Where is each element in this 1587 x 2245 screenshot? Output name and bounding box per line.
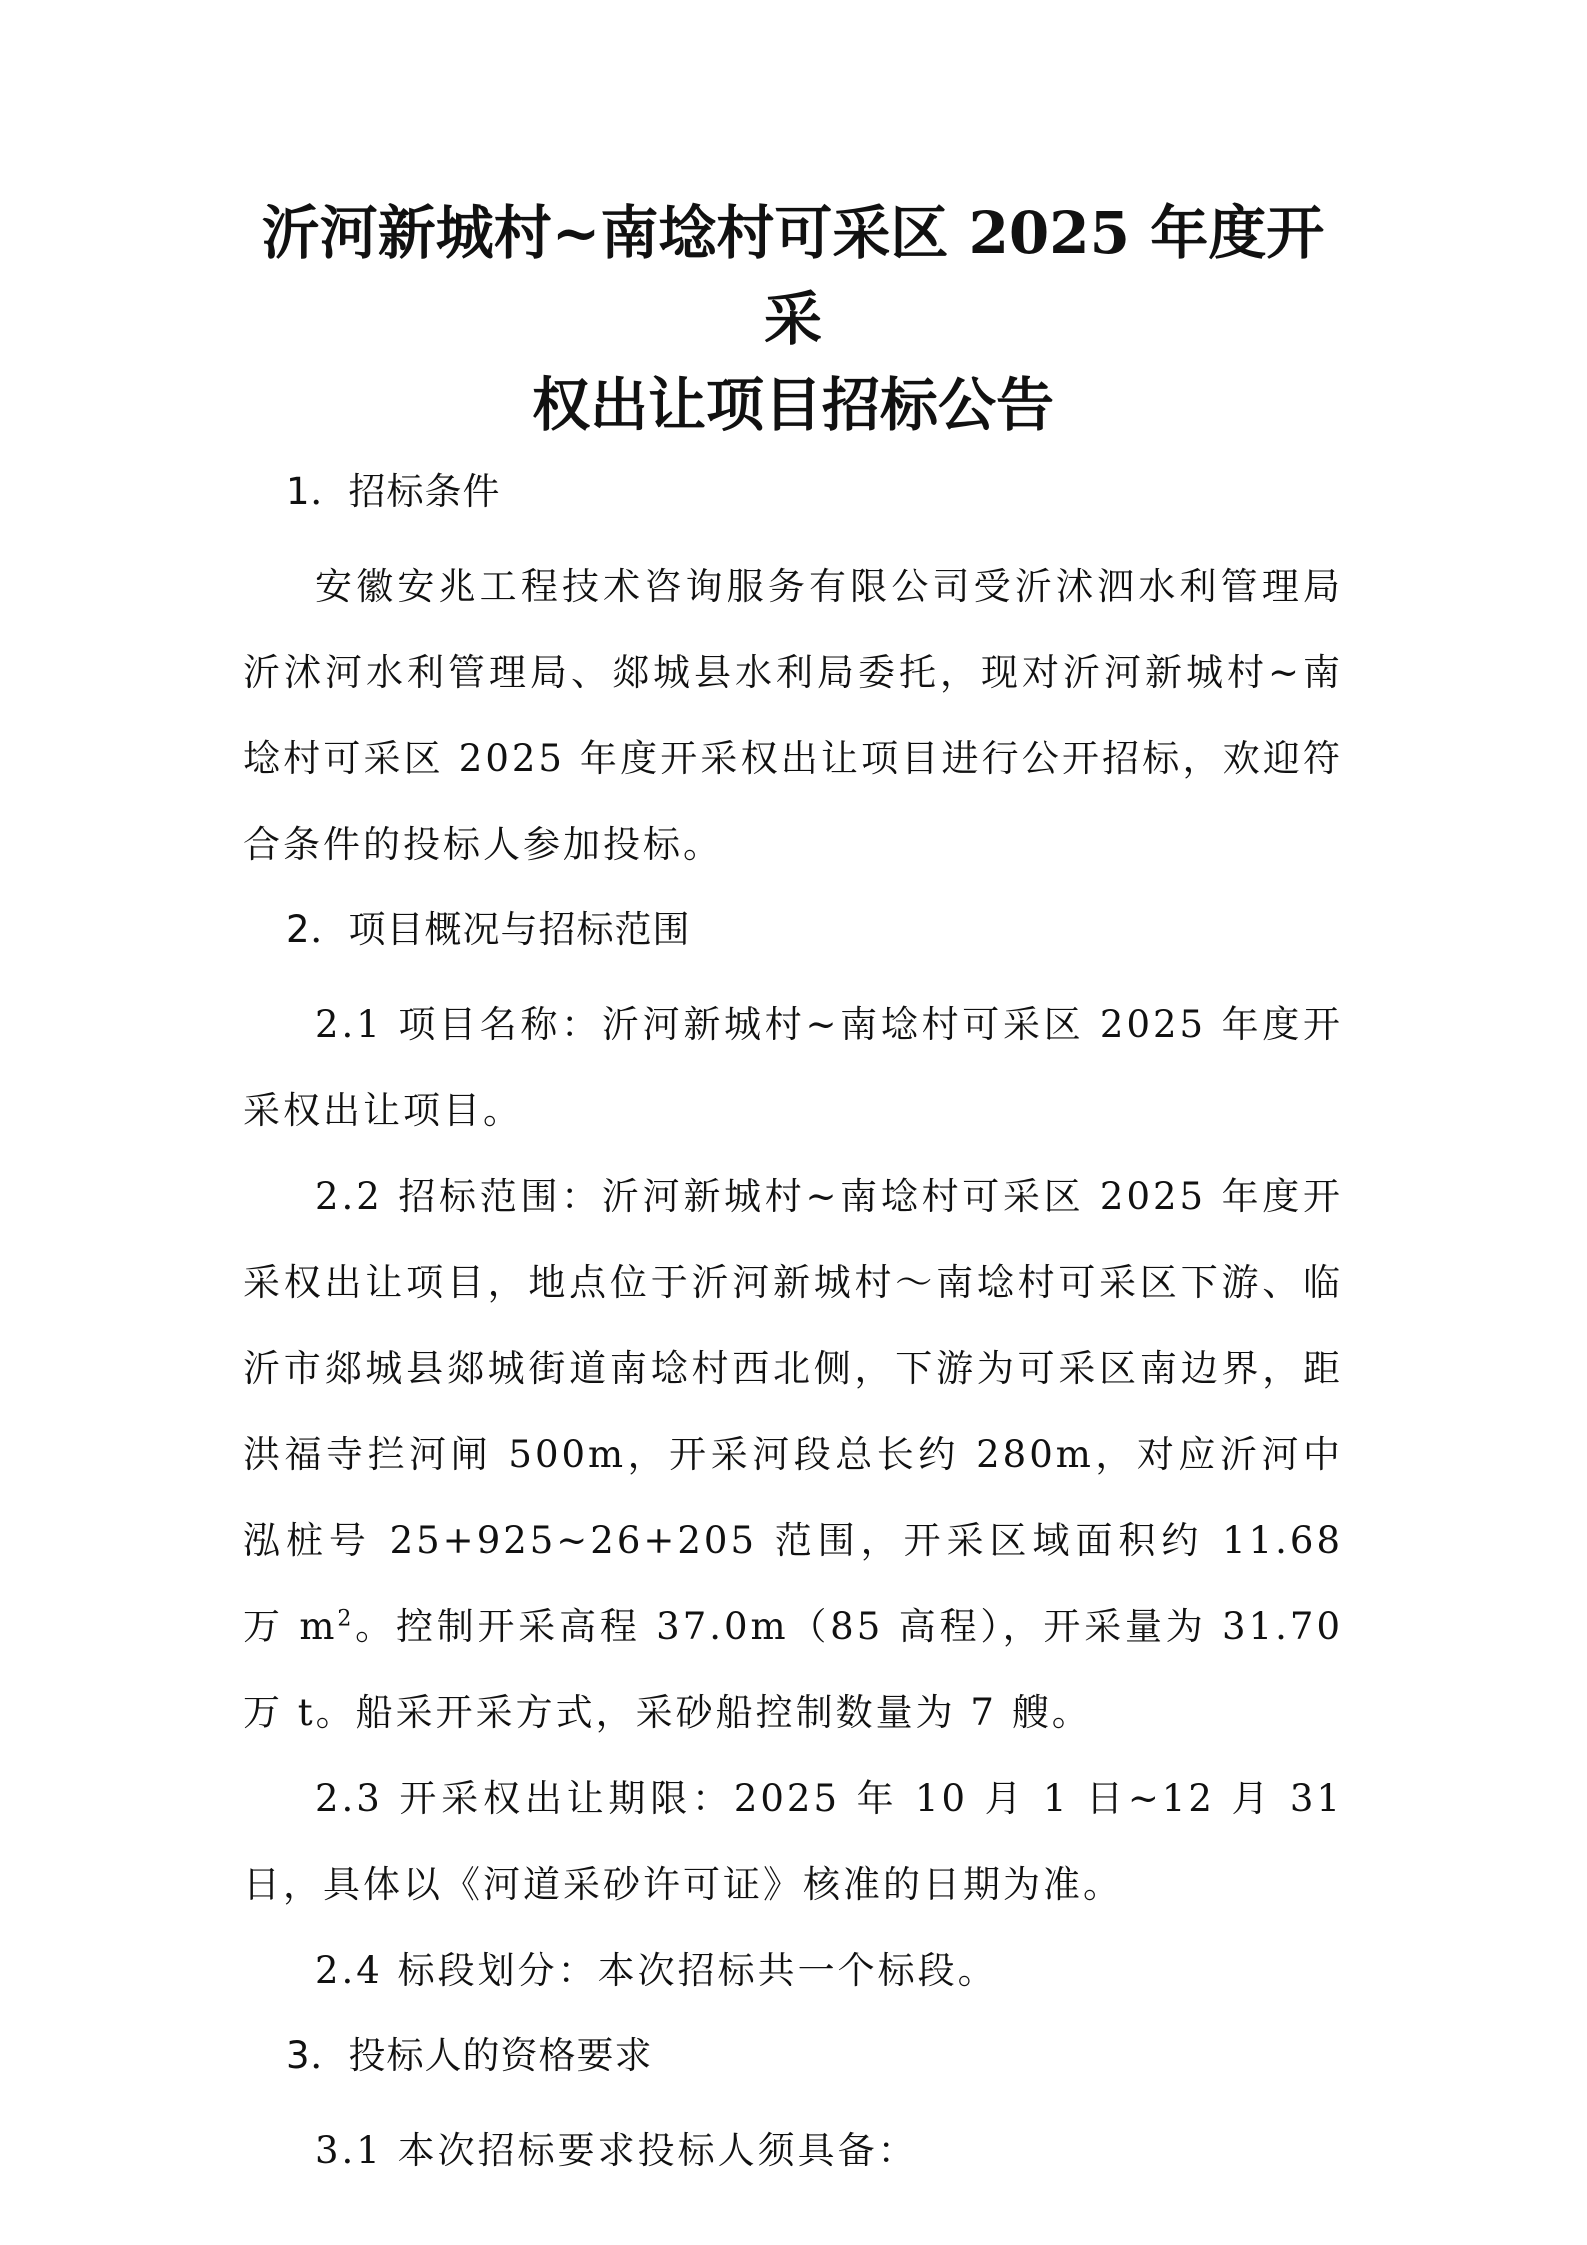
- section-2-paragraph-4: 2.4 标段划分：本次招标共一个标段。: [315, 1949, 998, 1992]
- section-heading-2: 2．项目概况与招标范围: [286, 908, 691, 951]
- title-line-1: 沂河新城村~南埝村可采区 2025 年度开采: [261, 199, 1325, 353]
- section-2-paragraph-2: [243, 1154, 1343, 1756]
- section-heading-1: 1．招标条件: [286, 470, 501, 513]
- document-page: [243, 190, 1343, 2194]
- section-2-paragraph-1: 2.1 项目名称：沂河新城村~南埝村可采区 2025 年度开采权出让项目。: [243, 1003, 1343, 1132]
- title-line-2: 权出让项目招标公告: [531, 371, 1054, 439]
- superscript-2: 2: [337, 1606, 355, 1632]
- section-1-paragraph-1: 安徽安兆工程技术咨询服务有限公司受沂沭泗水利管理局沂沭河水利管理局、郯城县水利局委托，现对沂河新城村~南埝村可采区 2025 年度开采权出让项目进行公开招标，欢迎符合条件的投标人参加投标。: [243, 565, 1343, 866]
- section-2-paragraph-3: 2.3 开采权出让期限：2025 年 10 月 1 日~12 月 31 日，具体以《河道采砂许可证》核准的日期为准。: [243, 1777, 1343, 1906]
- section-2-paragraph-2-main: 2.2 招标范围：沂河新城村~南埝村可采区 2025 年度开采权出让项目，地点位于沂河新城村～南埝村可采区下游、临沂市郯城县郯城街道南埝村西北侧，下游为可采区南边界，距洪福寺拦河闸 500m，开采河段总长约 280m，对应沂河中泓桩号 25+925~26+205 范围，开采区域面积约 11.68 万 m: [243, 1175, 1343, 1648]
- section-3-paragraph-1: 3.1 本次招标要求投标人须具备：: [315, 2129, 918, 2172]
- document-title: [243, 190, 1343, 448]
- section-2-paragraph-2-tail: 。控制开采高程 37.0m（85 高程），开采量为 31.70 万 t。船采开采方式，采砂船控制数量为 7 艘。: [243, 1605, 1343, 1734]
- section-heading-3: 3．投标人的资格要求: [286, 2034, 653, 2077]
